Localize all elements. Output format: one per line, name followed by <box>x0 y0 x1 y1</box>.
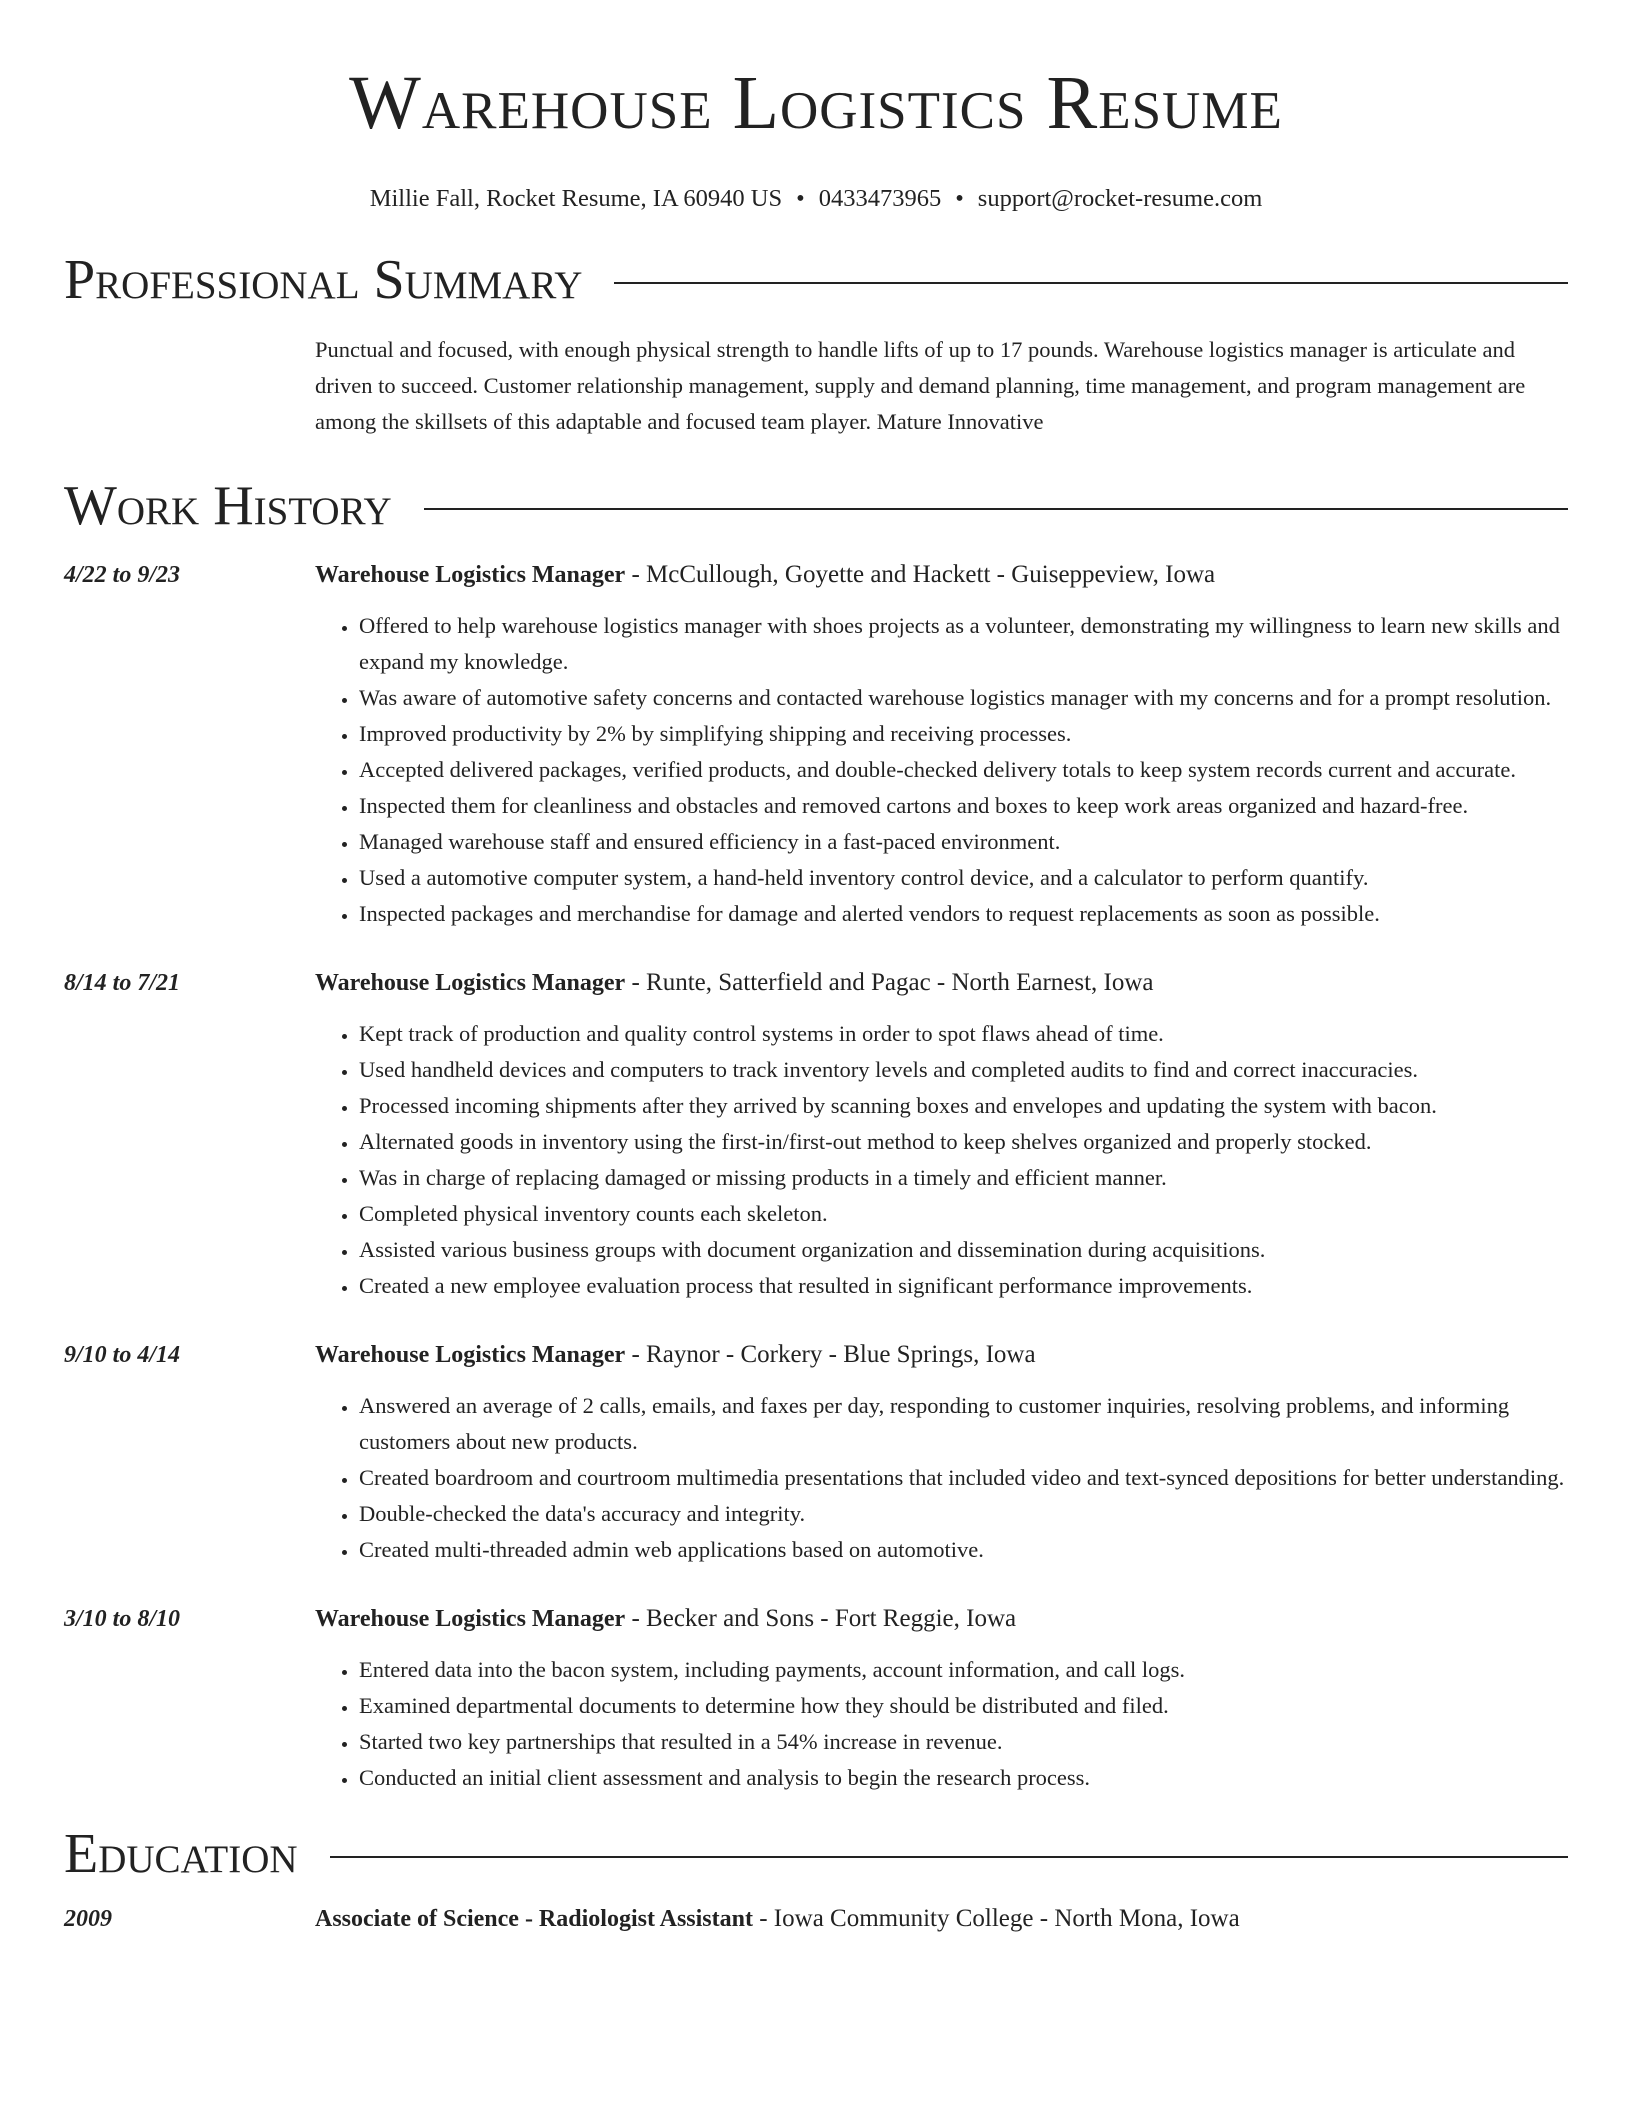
job-bullet: • Double-checked the data's accuracy and integrity. <box>359 1496 1568 1532</box>
job-bullet: • Examined departmental documents to determine how they should be distributed and filed. <box>359 1688 1568 1724</box>
job-dates: 4/22 to 9/23 <box>64 562 181 588</box>
job-bullet: • Was aware of automotive safety concerns and contacted warehouse logistics manager with my concerns and for a prompt resolution. <box>359 680 1568 716</box>
job-bullet: • Answered an average of 2 calls, emails, and faxes per day, responding to customer inquiries, resolving problems, and informing customers about new products. <box>359 1388 1568 1460</box>
job-bullets <box>315 1388 1568 1568</box>
contact-separator: • <box>796 185 805 212</box>
education-heading: Education <box>64 1823 298 1885</box>
job-bullet: • Conducted an initial client assessment and analysis to begin the research process. <box>359 1760 1568 1796</box>
work-history-section-header <box>64 474 1568 538</box>
job-title: Warehouse Logistics Manager <box>315 970 626 996</box>
job-bullets <box>315 608 1568 932</box>
job-bullet: • Offered to help warehouse logistics manager with shoes projects as a volunteer, demonstrating my willingness to learn new skills and expand my knowledge. <box>359 608 1568 680</box>
contact-separator: • <box>955 185 964 212</box>
job-bullet: • Used handheld devices and computers to track inventory levels and completed audits to find and correct inaccuracies. <box>359 1052 1568 1088</box>
education-list <box>64 1904 1568 1934</box>
section-divider <box>614 282 1568 284</box>
section-divider <box>330 1856 1568 1858</box>
education-year: 2009 <box>64 1906 112 1932</box>
job-title: Warehouse Logistics Manager <box>315 1606 626 1632</box>
resume-title: Warehouse Logistics Resume <box>349 61 1283 145</box>
job-employer-location: - Raynor - Corkery - Blue Springs, Iowa <box>625 1341 1036 1368</box>
section-divider <box>424 508 1568 510</box>
job-employer-location: - McCullough, Goyette and Hackett - Guiseppeview, Iowa <box>625 561 1216 588</box>
job-header <box>315 1604 1568 1634</box>
contact-phone: 0433473965 <box>818 185 942 212</box>
job-header <box>315 1340 1568 1370</box>
summary-heading: Professional Summary <box>64 249 583 311</box>
education-body <box>315 1904 1568 1934</box>
job-body <box>315 1340 1568 1568</box>
job-bullet: • Alternated goods in inventory using the first-in/first-out method to keep shelves organized and properly stocked. <box>359 1124 1568 1160</box>
job-entry <box>64 1340 1568 1568</box>
job-body <box>315 560 1568 932</box>
job-bullet: • Entered data into the bacon system, including payments, account information, and call logs. <box>359 1652 1568 1688</box>
job-bullet: • Inspected them for cleanliness and obstacles and removed cartons and boxes to keep work areas organized and hazard-free. <box>359 788 1568 824</box>
job-bullet: • Started two key partnerships that resulted in a 54% increase in revenue. <box>359 1724 1568 1760</box>
education-entry <box>64 1904 1568 1934</box>
job-header <box>315 968 1568 998</box>
job-dates: 3/10 to 8/10 <box>64 1606 181 1632</box>
job-employer-location: - Runte, Satterfield and Pagac - North Earnest, Iowa <box>625 969 1154 996</box>
job-header <box>315 560 1568 590</box>
job-title: Warehouse Logistics Manager <box>315 1342 626 1368</box>
job-employer-location: - Becker and Sons - Fort Reggie, Iowa <box>625 1605 1017 1632</box>
job-bullets <box>315 1652 1568 1796</box>
education-school-location: - Iowa Community College - North Mona, Iowa <box>752 1905 1240 1932</box>
education-section-header <box>64 1822 1568 1886</box>
job-bullets <box>315 1016 1568 1304</box>
job-bullet: • Inspected packages and merchandise for damage and alerted vendors to request replacements as soon as possible. <box>359 896 1568 932</box>
job-bullet: • Created boardroom and courtroom multimedia presentations that included video and text-synced depositions for better understanding. <box>359 1460 1568 1496</box>
job-bullet: • Improved productivity by 2% by simplifying shipping and receiving processes. <box>359 716 1568 752</box>
job-entry <box>64 560 1568 932</box>
job-dates: 9/10 to 4/14 <box>64 1342 181 1368</box>
summary-text: Punctual and focused, with enough physical strength to handle lifts of up to 17 pounds. Warehouse logistics manager is articulate and driven to succeed. Customer relationship management, supply and demand planning, time management, and program management are among the skillsets of this adaptable and focused team player. Mature Innovative <box>315 337 1526 434</box>
job-bullet: • Created a new employee evaluation process that resulted in significant performance improvements. <box>359 1268 1568 1304</box>
education-degree: Associate of Science - Radiologist Assistant <box>315 1906 753 1932</box>
summary-section-header <box>64 248 1568 312</box>
job-bullet: • Created multi-threaded admin web applications based on automotive. <box>359 1532 1568 1568</box>
job-bullet: • Assisted various business groups with document organization and dissemination during acquisitions. <box>359 1232 1568 1268</box>
work-history-heading: Work History <box>64 475 392 537</box>
contact-line <box>64 184 1568 214</box>
job-bullet: • Kept track of production and quality control systems in order to spot flaws ahead of time. <box>359 1016 1568 1052</box>
job-entry <box>64 968 1568 1304</box>
job-bullet: • Was in charge of replacing damaged or missing products in a timely and efficient manner. <box>359 1160 1568 1196</box>
job-bullet: • Completed physical inventory counts each skeleton. <box>359 1196 1568 1232</box>
job-body <box>315 968 1568 1304</box>
contact-email: support@rocket-resume.com <box>977 185 1263 212</box>
job-title: Warehouse Logistics Manager <box>315 562 626 588</box>
job-bullet: • Processed incoming shipments after they arrived by scanning boxes and envelopes and updating the system with bacon. <box>359 1088 1568 1124</box>
job-bullet: • Accepted delivered packages, verified products, and double-checked delivery totals to keep system records current and accurate. <box>359 752 1568 788</box>
contact-address: Millie Fall, Rocket Resume, IA 60940 US <box>369 185 783 212</box>
job-bullet: • Managed warehouse staff and ensured efficiency in a fast-paced environment. <box>359 824 1568 860</box>
job-entry <box>64 1604 1568 1796</box>
job-dates: 8/14 to 7/21 <box>64 970 181 996</box>
job-bullet: • Used a automotive computer system, a hand-held inventory control device, and a calculator to perform quantify. <box>359 860 1568 896</box>
work-history-list <box>64 560 1568 1796</box>
job-body <box>315 1604 1568 1796</box>
